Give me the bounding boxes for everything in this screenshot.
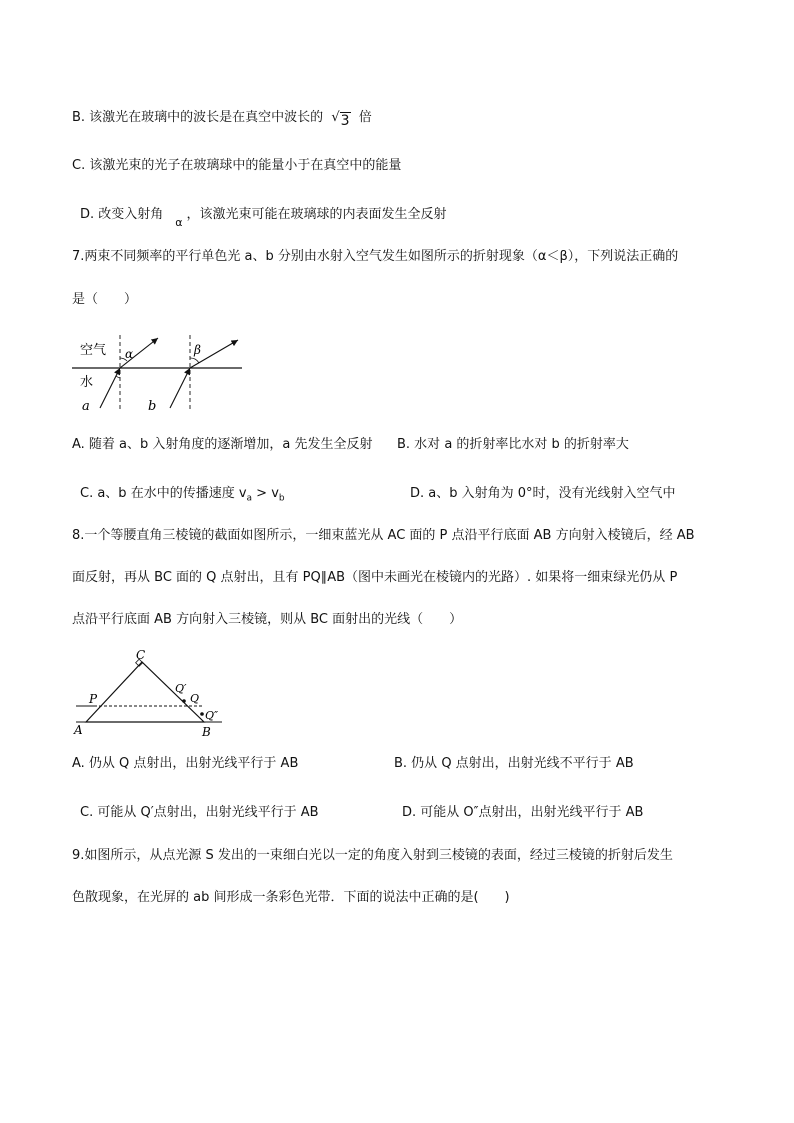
angle-arc-water <box>116 376 120 378</box>
label-alpha: α <box>125 347 134 361</box>
q6-option-b <box>72 108 372 127</box>
label-water: 水 <box>80 375 94 390</box>
q6-option-b-text: B. 该激光在玻璃中的波长是在真空中波长的 <box>72 110 324 125</box>
label-q-prime: Q′ <box>175 682 187 695</box>
label-ray-a: a <box>82 399 90 414</box>
ray-b-water <box>170 368 190 408</box>
q6-option-d <box>80 206 447 229</box>
q7-option-b: B. 水对 a 的折射率比水对 b 的折射率大 <box>397 437 629 452</box>
q8-stem-line2: 面反射，再从 BC 面的 Q 点射出，且有 PQ∥AB（图中未画光在棱镜内的光路）. 如果将一细束绿光仍从 P <box>72 570 678 585</box>
q6-option-d-text: D. 改变入射角 <box>80 207 164 222</box>
sqrt-symbol: √3 <box>331 110 350 129</box>
label-p: P <box>89 692 98 706</box>
q6-option-d-suffix: ，该激光束可能在玻璃球的内表面发生全反射 <box>186 207 447 222</box>
point-q-prime <box>182 699 186 703</box>
q6-option-b-suffix: 倍 <box>358 110 372 125</box>
angle-arc-beta <box>190 358 199 363</box>
q8-stem-line3: 点沿平行底面 AB 方向射入三棱镜，则从 BC 面射出的光线（ ） <box>72 612 463 627</box>
q7-option-d: D. a、b 入射角为 0°时，没有光线射入空气中 <box>410 486 676 501</box>
label-beta: β <box>194 343 201 357</box>
q8-option-a: A. 仍从 Q 点射出，出射光线平行于 AB <box>72 756 299 771</box>
q7-stem-line1: 7.两束不同频率的平行单色光 a、b 分别由水射入空气发生如图所示的折射现象（α＜β），下列说法正确的 <box>72 249 679 264</box>
label-a: A <box>74 723 83 737</box>
label-ray-b: b <box>148 399 157 414</box>
ray-a-water <box>100 368 120 408</box>
q7-stem-line2: 是（ ） <box>72 292 138 307</box>
label-q-double-prime: Q″ <box>205 709 219 722</box>
q8-option-d: D. 可能从 O″点射出，出射光线平行于 AB <box>402 805 644 820</box>
point-q-double-prime <box>200 712 204 716</box>
alpha-symbol: α <box>175 216 183 229</box>
label-q: Q <box>190 692 200 705</box>
q8-prism-figure <box>72 648 232 738</box>
q8-option-b: B. 仍从 Q 点射出，出射光线不平行于 AB <box>394 756 634 771</box>
label-c: C <box>136 648 146 662</box>
q7-refraction-figure <box>72 330 252 420</box>
q8-option-c: C. 可能从 Q′点射出，出射光线平行于 AB <box>80 805 319 820</box>
label-b: B <box>202 725 211 738</box>
q6-option-c: C. 该激光束的光子在玻璃球中的能量小于在真空中的能量 <box>72 158 402 173</box>
q9-stem-line1: 9.如图所示，从点光源 S 发出的一束细白光以一定的角度入射到三棱镜的表面，经过三棱镜的折射后发生 <box>72 848 673 863</box>
q7-option-a: A. 随着 a、b 入射角度的逐渐增加，a 先发生全反射 <box>72 437 373 452</box>
q7-option-c: C. a、b 在水中的传播速度 $v_a > v_b$ <box>80 486 285 504</box>
label-air: 空气 <box>80 343 107 358</box>
q8-stem-line1: 8.一个等腰直角三棱镜的截面如图所示，一细束蓝光从 AC 面的 P 点沿平行底面 AB 方向射入棱镜后，经 AB <box>72 528 695 543</box>
q9-stem-line2: 色散现象，在光屏的 ab 间形成一条彩色光带．下面的说法中正确的是( ) <box>72 890 510 905</box>
